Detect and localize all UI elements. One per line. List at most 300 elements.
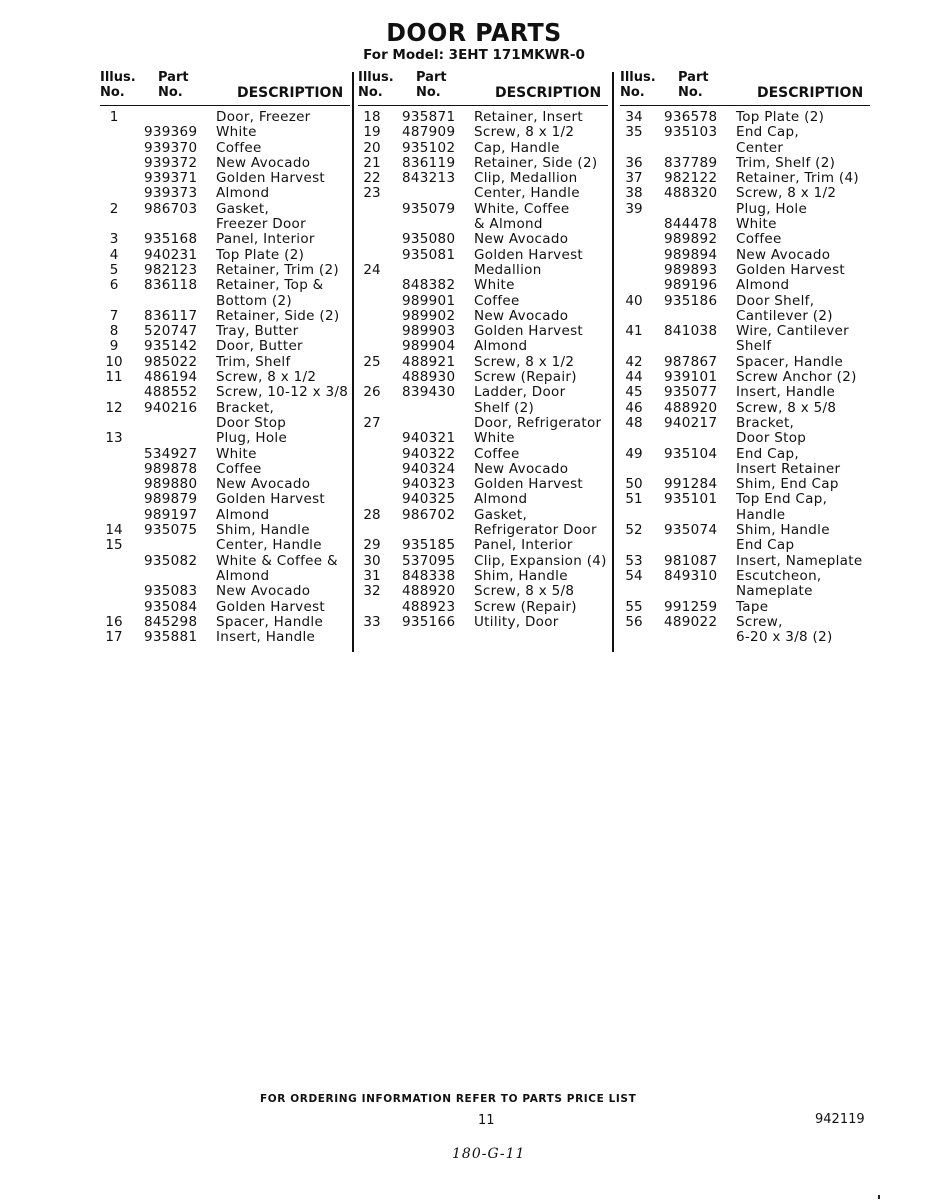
- part-row: [358, 294, 608, 309]
- illus-number: 50: [625, 476, 643, 493]
- illus-number: 36: [625, 154, 643, 171]
- part-number: 488920: [664, 399, 718, 416]
- illus-number: 28: [363, 506, 381, 523]
- part-description: Clip, Medallion: [474, 170, 578, 187]
- part-number: 935077: [664, 384, 718, 401]
- part-row: [358, 110, 608, 125]
- part-description: Top Plate (2): [736, 109, 825, 125]
- part-number: 836119: [402, 154, 456, 171]
- part-row: [620, 125, 870, 140]
- part-row: [100, 584, 350, 599]
- part-number: 991259: [664, 598, 718, 615]
- illus-no-header: Illus. No.: [100, 70, 136, 100]
- part-number: 935168: [144, 231, 198, 248]
- page-number: 11: [478, 1113, 495, 1128]
- part-number: 488920: [402, 583, 456, 600]
- part-description: Trim, Shelf: [216, 353, 291, 370]
- part-row: [100, 416, 350, 431]
- illus-number: 7: [109, 307, 119, 324]
- part-row: [358, 339, 608, 354]
- illus-number: 29: [363, 537, 381, 554]
- illus-number: 3: [109, 231, 119, 248]
- part-row: [100, 355, 350, 370]
- page-title: DOOR PARTS: [386, 18, 562, 47]
- part-description: Door, Refrigerator: [474, 414, 602, 431]
- part-number: 935103: [664, 124, 718, 141]
- part-row: [100, 232, 350, 247]
- part-description: Almond: [216, 567, 270, 584]
- part-description: Shim, End Cap: [736, 476, 839, 493]
- parts-list: [358, 106, 608, 630]
- part-description: New Avocado: [216, 583, 311, 600]
- part-row: [100, 492, 350, 507]
- illus-number: 16: [105, 613, 123, 630]
- illus-number: 26: [363, 384, 381, 401]
- illus-number: 5: [109, 261, 119, 278]
- part-row: [358, 447, 608, 462]
- part-number: 939101: [664, 369, 718, 386]
- part-description: 6-20 x 3/8 (2): [736, 629, 833, 646]
- ordering-note: FOR ORDERING INFORMATION REFER TO PARTS PRICE LIST: [260, 1093, 637, 1105]
- part-row: [358, 385, 608, 400]
- part-description: Screw (Repair): [474, 598, 577, 615]
- part-row: [620, 263, 870, 278]
- illus-number: 55: [625, 598, 643, 615]
- illus-number: 27: [363, 414, 381, 431]
- part-number: 939373: [144, 185, 198, 202]
- part-description: Door Stop: [736, 430, 807, 447]
- part-row: [620, 492, 870, 507]
- illus-number: 24: [363, 261, 381, 278]
- part-description: Golden Harvest: [474, 323, 583, 340]
- part-description: New Avocado: [474, 231, 569, 248]
- part-row: [620, 447, 870, 462]
- part-row: [100, 431, 350, 446]
- part-row: [620, 600, 870, 615]
- part-row: [358, 508, 608, 523]
- part-description: End Cap,: [736, 445, 799, 462]
- part-row: [100, 401, 350, 416]
- part-row: [100, 141, 350, 156]
- part-row: [358, 431, 608, 446]
- part-description: White: [736, 216, 777, 233]
- part-description: Golden Harvest: [474, 246, 583, 263]
- part-row: [358, 523, 608, 538]
- part-description: White & Coffee &: [216, 552, 338, 569]
- part-number: 989893: [664, 261, 718, 278]
- illus-number: 44: [625, 369, 643, 386]
- illus-number: 41: [625, 323, 643, 340]
- part-description: Refrigerator Door: [474, 522, 597, 539]
- part-number: 935084: [144, 598, 198, 615]
- part-description: Handle: [736, 506, 786, 523]
- part-number: 989879: [144, 491, 198, 508]
- illus-number: 30: [363, 552, 381, 569]
- part-description: Shim, Handle: [736, 522, 830, 539]
- part-row: [620, 294, 870, 309]
- part-row: [100, 630, 350, 645]
- part-description: Screw, 8 x 5/8: [736, 399, 837, 416]
- part-description: Golden Harvest: [216, 598, 325, 615]
- part-no-header: Part No.: [678, 70, 709, 100]
- part-number: 939370: [144, 139, 198, 156]
- part-number: 989892: [664, 231, 718, 248]
- part-description: End Cap,: [736, 124, 799, 141]
- part-description: Retainer, Trim (2): [216, 261, 339, 278]
- part-row: [620, 186, 870, 201]
- illus-number: 53: [625, 552, 643, 569]
- part-row: [100, 186, 350, 201]
- illus-number: 54: [625, 567, 643, 584]
- column-header: [620, 70, 870, 106]
- part-row: [620, 508, 870, 523]
- part-row: [620, 385, 870, 400]
- illus-number: 48: [625, 414, 643, 431]
- part-description: Shim, Handle: [216, 522, 310, 539]
- part-row: [620, 355, 870, 370]
- part-row: [100, 339, 350, 354]
- description-header: DESCRIPTION: [237, 85, 344, 101]
- part-number: 939371: [144, 170, 198, 187]
- illus-number: 22: [363, 170, 381, 187]
- part-number: 939369: [144, 124, 198, 141]
- part-description: Retainer, Side (2): [216, 307, 340, 324]
- part-number: 488930: [402, 369, 456, 386]
- part-number: 935142: [144, 338, 198, 355]
- part-number: 845298: [144, 613, 198, 630]
- illus-number: 18: [363, 109, 381, 125]
- part-description: Top End Cap,: [736, 491, 828, 508]
- part-row: [620, 110, 870, 125]
- illus-number: 52: [625, 522, 643, 539]
- part-number: 534927: [144, 445, 198, 462]
- part-row: [100, 569, 350, 584]
- part-row: [358, 569, 608, 584]
- part-number: 488552: [144, 384, 198, 401]
- illus-number: 19: [363, 124, 381, 141]
- part-description: White: [216, 445, 257, 462]
- part-row: [620, 569, 870, 584]
- part-description: Retainer, Trim (4): [736, 170, 859, 187]
- part-row: [620, 431, 870, 446]
- part-row: [620, 370, 870, 385]
- part-description: Utility, Door: [474, 613, 559, 630]
- part-description: Coffee: [736, 231, 782, 248]
- illus-number: 45: [625, 384, 643, 401]
- description-header: DESCRIPTION: [757, 85, 864, 101]
- part-row: [620, 584, 870, 599]
- part-row: [100, 217, 350, 232]
- part-description: Bottom (2): [216, 292, 292, 309]
- part-row: [100, 508, 350, 523]
- part-row: [358, 232, 608, 247]
- part-row: [100, 447, 350, 462]
- part-description: Spacer, Handle: [736, 353, 844, 370]
- illus-number: 25: [363, 353, 381, 370]
- illus-number: 10: [105, 353, 123, 370]
- illus-number: 46: [625, 399, 643, 416]
- parts-column-1: [100, 70, 350, 645]
- part-description: & Almond: [474, 216, 543, 233]
- illus-number: 14: [105, 522, 123, 539]
- illus-number: 23: [363, 185, 381, 202]
- part-description: Insert, Handle: [736, 384, 836, 401]
- part-row: [100, 370, 350, 385]
- part-row: [100, 202, 350, 217]
- part-description: White, Coffee: [474, 200, 570, 217]
- part-description: Freezer Door: [216, 216, 306, 233]
- part-number: 935075: [144, 522, 198, 539]
- handwritten-note: 180-G-11: [452, 1146, 526, 1162]
- part-description: Center: [736, 139, 784, 156]
- part-number: 849310: [664, 567, 718, 584]
- part-no-header: Part No.: [416, 70, 447, 100]
- column-header: [358, 70, 608, 106]
- part-number: 935104: [664, 445, 718, 462]
- part-number: 841038: [664, 323, 718, 340]
- illus-number: 42: [625, 353, 643, 370]
- part-description: Almond: [474, 491, 528, 508]
- part-row: [620, 324, 870, 339]
- part-row: [620, 416, 870, 431]
- part-number: 844478: [664, 216, 718, 233]
- illus-number: 56: [625, 613, 643, 630]
- part-description: Gasket,: [216, 200, 270, 217]
- illus-number: 33: [363, 613, 381, 630]
- part-description: Coffee: [216, 460, 262, 477]
- part-description: Medallion: [474, 261, 542, 278]
- illus-number: 31: [363, 567, 381, 584]
- part-row: [620, 141, 870, 156]
- part-row: [100, 309, 350, 324]
- part-number: 489022: [664, 613, 718, 630]
- part-row: [100, 248, 350, 263]
- part-row: [358, 462, 608, 477]
- part-row: [620, 615, 870, 630]
- part-row: [620, 156, 870, 171]
- illus-number: 1: [109, 109, 119, 125]
- part-row: [358, 141, 608, 156]
- part-number: 488923: [402, 598, 456, 615]
- illus-number: 8: [109, 323, 119, 340]
- part-number: 936578: [664, 109, 718, 125]
- part-description: Coffee: [216, 139, 262, 156]
- part-number: 981087: [664, 552, 718, 569]
- part-number: 940231: [144, 246, 198, 263]
- part-description: New Avocado: [474, 460, 569, 477]
- part-number: 488921: [402, 353, 456, 370]
- part-row: [358, 202, 608, 217]
- part-description: Bracket,: [736, 414, 795, 431]
- illus-number: 37: [625, 170, 643, 187]
- part-number: 940217: [664, 414, 718, 431]
- part-row: [358, 538, 608, 553]
- part-description: Trim, Shelf (2): [736, 154, 836, 171]
- column-header: [100, 70, 350, 106]
- part-row: [100, 294, 350, 309]
- illus-number: 40: [625, 292, 643, 309]
- part-row: [100, 538, 350, 553]
- part-description: Panel, Interior: [216, 231, 315, 248]
- part-description: Plug, Hole: [216, 430, 288, 447]
- part-description: Door, Freezer: [216, 109, 311, 125]
- part-row: [358, 324, 608, 339]
- part-row: [620, 309, 870, 324]
- part-number: 843213: [402, 170, 456, 187]
- part-description: Panel, Interior: [474, 537, 573, 554]
- part-number: 989902: [402, 307, 456, 324]
- part-row: [620, 554, 870, 569]
- part-description: Screw, 8 x 1/2: [474, 353, 575, 370]
- illus-number: 51: [625, 491, 643, 508]
- part-row: [100, 278, 350, 293]
- illus-number: 12: [105, 399, 123, 416]
- part-row: [358, 416, 608, 431]
- illus-number: 49: [625, 445, 643, 462]
- part-number: 935082: [144, 552, 198, 569]
- part-number: 989197: [144, 506, 198, 523]
- part-number: 839430: [402, 384, 456, 401]
- part-number: 940325: [402, 491, 456, 508]
- part-number: 985022: [144, 353, 198, 370]
- part-description: Door, Butter: [216, 338, 303, 355]
- part-description: Insert, Nameplate: [736, 552, 863, 569]
- part-row: [358, 263, 608, 278]
- part-number: 940322: [402, 445, 456, 462]
- column-divider: [352, 72, 354, 652]
- part-description: White: [474, 430, 515, 447]
- part-number: 935074: [664, 522, 718, 539]
- part-description: Cantilever (2): [736, 307, 833, 324]
- illus-no-header: Illus. No.: [358, 70, 394, 100]
- part-row: [358, 492, 608, 507]
- part-row: [358, 600, 608, 615]
- part-description: Shelf: [736, 338, 772, 355]
- part-number: 848338: [402, 567, 456, 584]
- part-number: 982122: [664, 170, 718, 187]
- part-description: Screw Anchor (2): [736, 369, 857, 386]
- part-row: [620, 477, 870, 492]
- part-description: Shelf (2): [474, 399, 535, 416]
- illus-number: 39: [625, 200, 643, 217]
- part-row: [358, 309, 608, 324]
- part-description: New Avocado: [216, 154, 311, 171]
- part-description: Golden Harvest: [216, 170, 325, 187]
- part-row: [620, 278, 870, 293]
- part-number: 986702: [402, 506, 456, 523]
- illus-no-header: Illus. No.: [620, 70, 656, 100]
- part-number: 989878: [144, 460, 198, 477]
- part-number: 987867: [664, 353, 718, 370]
- part-row: [100, 554, 350, 569]
- part-row: [100, 615, 350, 630]
- illus-number: 9: [109, 338, 119, 355]
- part-row: [100, 462, 350, 477]
- part-number: 848382: [402, 277, 456, 294]
- part-row: [358, 477, 608, 492]
- part-row: [100, 171, 350, 186]
- part-description: Top Plate (2): [216, 246, 305, 263]
- part-description: Door Shelf,: [736, 292, 815, 309]
- part-row: [620, 339, 870, 354]
- column-divider: [612, 72, 614, 652]
- part-description: Coffee: [474, 445, 520, 462]
- part-description: Almond: [474, 338, 528, 355]
- illus-number: 2: [109, 200, 119, 217]
- part-number: 940323: [402, 476, 456, 493]
- part-description: Bracket,: [216, 399, 275, 416]
- part-no-header: Part No.: [158, 70, 189, 100]
- part-description: End Cap: [736, 537, 795, 554]
- part-description: Screw (Repair): [474, 369, 577, 386]
- part-description: Almond: [736, 277, 790, 294]
- part-number: 487909: [402, 124, 456, 141]
- illus-number: 13: [105, 430, 123, 447]
- part-number: 986703: [144, 200, 198, 217]
- part-description: Center, Handle: [216, 537, 322, 554]
- part-row: [620, 217, 870, 232]
- part-description: Center, Handle: [474, 185, 580, 202]
- part-number: 935083: [144, 583, 198, 600]
- part-description: Tape: [736, 598, 769, 615]
- part-row: [100, 110, 350, 125]
- part-number: 935102: [402, 139, 456, 156]
- part-number: 982123: [144, 261, 198, 278]
- part-description: Retainer, Top &: [216, 277, 324, 294]
- part-row: [358, 401, 608, 416]
- part-description: Spacer, Handle: [216, 613, 324, 630]
- part-number: 935881: [144, 629, 198, 646]
- parts-column-3: [620, 70, 870, 645]
- illus-number: 20: [363, 139, 381, 156]
- part-number: 935101: [664, 491, 718, 508]
- part-description: Screw, 8 x 1/2: [216, 369, 317, 386]
- part-row: [620, 202, 870, 217]
- part-description: Cap, Handle: [474, 139, 560, 156]
- illus-number: 21: [363, 154, 381, 171]
- illus-number: 17: [105, 629, 123, 646]
- part-description: Ladder, Door: [474, 384, 566, 401]
- part-number: 486194: [144, 369, 198, 386]
- part-number: 989901: [402, 292, 456, 309]
- part-description: Tray, Butter: [216, 323, 299, 340]
- part-number: 935166: [402, 613, 456, 630]
- illus-number: 38: [625, 185, 643, 202]
- description-header: DESCRIPTION: [495, 85, 602, 101]
- part-description: Golden Harvest: [474, 476, 583, 493]
- parts-list: [620, 106, 870, 645]
- part-description: New Avocado: [736, 246, 831, 263]
- part-number: 989904: [402, 338, 456, 355]
- part-description: Door Stop: [216, 414, 287, 431]
- part-description: Nameplate: [736, 583, 813, 600]
- part-row: [100, 125, 350, 140]
- part-description: Insert, Handle: [216, 629, 316, 646]
- illus-number: 15: [105, 537, 123, 554]
- part-description: Coffee: [474, 292, 520, 309]
- part-row: [620, 232, 870, 247]
- part-number: 488320: [664, 185, 718, 202]
- part-row: [358, 584, 608, 599]
- part-number: 940321: [402, 430, 456, 447]
- part-description: Screw, 8 x 5/8: [474, 583, 575, 600]
- part-number: 935185: [402, 537, 456, 554]
- part-number: 989880: [144, 476, 198, 493]
- part-row: [100, 600, 350, 615]
- part-row: [620, 538, 870, 553]
- part-description: White: [216, 124, 257, 141]
- part-number: 989196: [664, 277, 718, 294]
